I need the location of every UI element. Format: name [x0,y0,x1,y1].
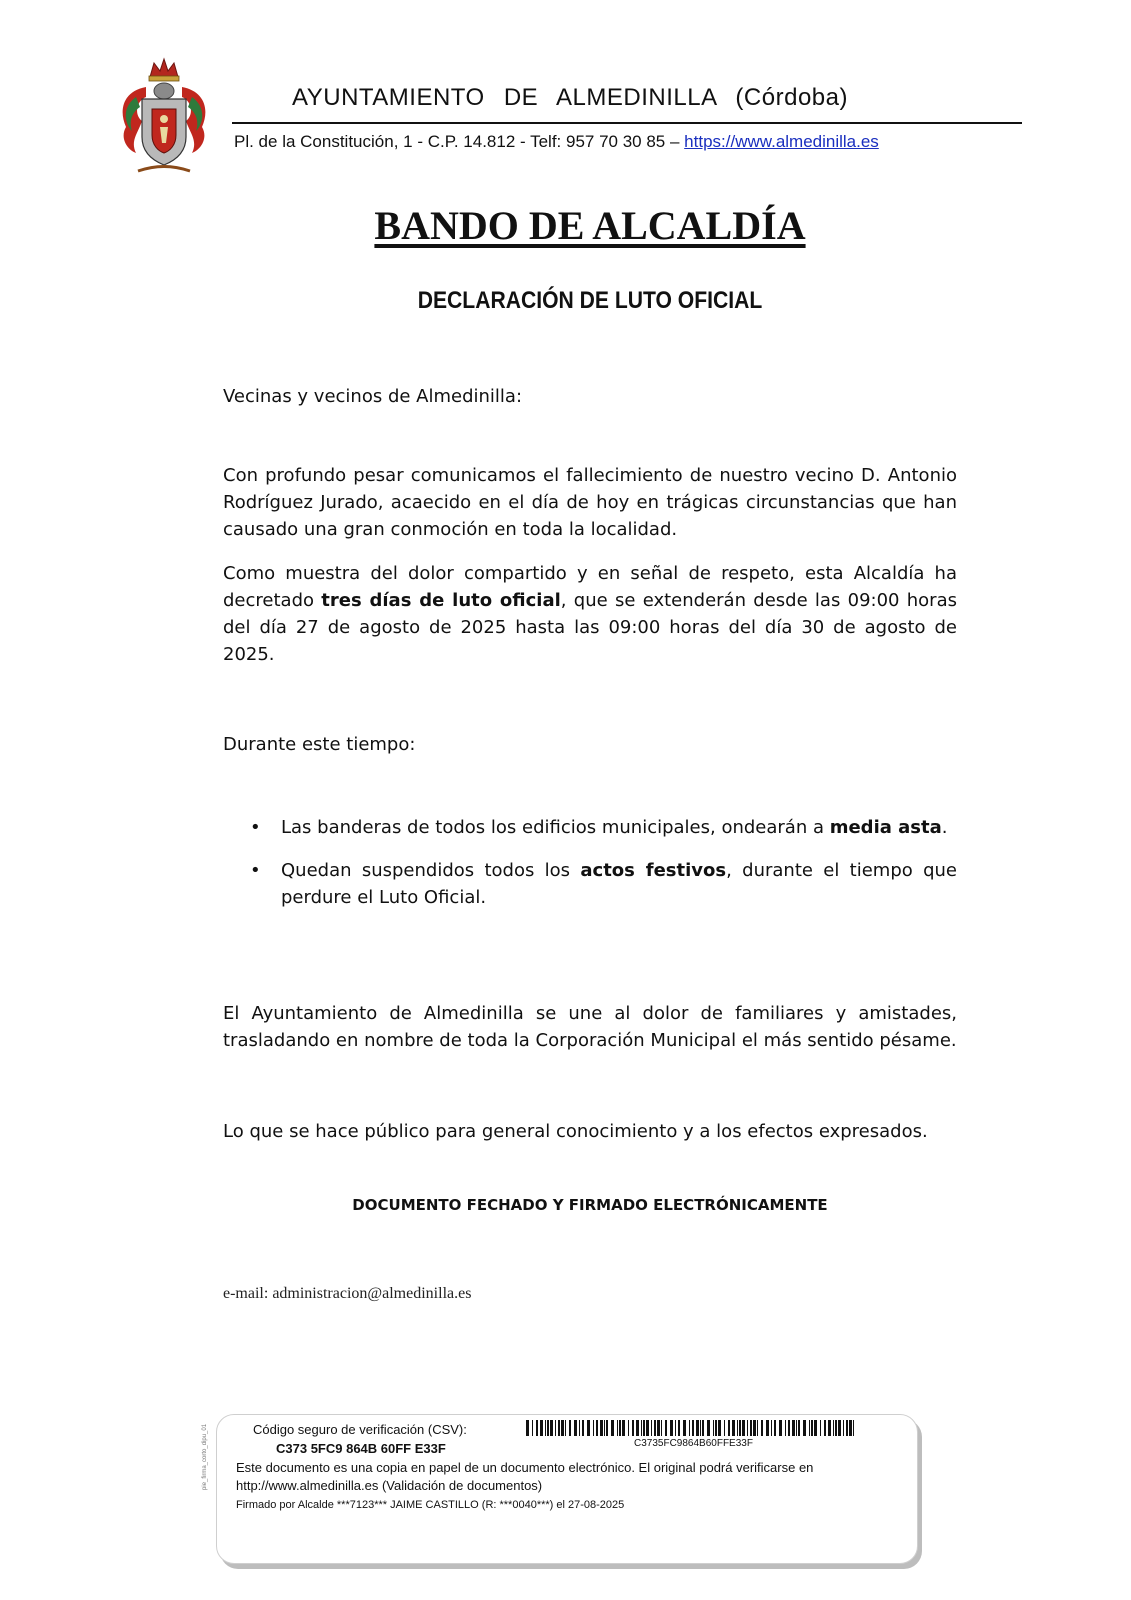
list-item [250,857,958,911]
address-text: Pl. de la Constitución, 1 - C.P. 14.812 - Telf: 957 70 30 85 – [234,132,685,151]
bullet-glyph: • [250,860,261,881]
document-subtitle: DECLARACIÓN DE LUTO OFICIAL [417,287,763,314]
document-title: BANDO DE ALCALDÍA [374,203,806,248]
copy-notice-line: Este documento es una copia en papel de un documento electrónico. El original podrá verificarse en [236,1460,814,1475]
measure-text-after: , durante el tiempo que perdure el Luto Oficial. [281,860,958,908]
measure-text-before: Quedan suspendidos todos los [281,860,581,881]
list-item [250,814,957,841]
footer-template-id: pie_firma_corto_dipu_01 [202,1423,208,1490]
municipality-name: AYUNTAMIENTO DE ALMEDINILLA (Córdoba) [292,84,848,111]
measures-list [223,814,957,927]
paragraph-closing: Lo que se hace público para general conocimiento y a los efectos expresados. [223,1121,928,1142]
during-heading: Durante este tiempo: [223,734,416,755]
decree-text-before: Como muestra del dolor compartido y en señal de respeto, esta Alcaldía ha decretado [223,563,957,611]
csv-code: C373 5FC9 864B 60FF E33F [276,1441,446,1456]
measure-text-before: Las banderas de todos los edificios municipales, ondearán a [281,817,830,838]
decree-text-bold: tres días de luto oficial [321,590,561,611]
signed-by: Firmado por Alcalde ***7123*** JAIME CASTILLO (R: ***0040***) el 27-08-2025 [236,1499,625,1511]
electronic-signature-note: DOCUMENTO FECHADO Y FIRMADO ELECTRÓNICAMENTE [352,1196,828,1214]
contact-email: e-mail: administracion@almedinilla.es [223,1285,472,1302]
paragraph-announcement: Con profundo pesar comunicamos el fallecimiento de nuestro vecino D. Antonio Rodríguez Jurado, acaecido en el día de hoy en trágicas circunstancias que han causado una gran conmoción en toda la localidad. [223,465,957,540]
measure-text-bold: media asta [829,817,942,838]
barcode-text: C3735FC9864B60FFE33F [634,1438,753,1449]
measure-text-bold: actos festivos [580,860,727,881]
header-divider [232,122,1022,124]
csv-label: Código seguro de verificación (CSV): [253,1422,467,1437]
barcode-icon [526,1420,856,1436]
copy-notice [236,1459,896,1495]
measure-text-after: . [941,817,948,838]
decree-text-after: , que se extenderán desde las 09:00 horas del día 27 de agosto de 2025 hasta las 09:00 horas del día 30 de agosto de 2025. [223,590,957,665]
greeting: Vecinas y vecinos de Almedinilla: [223,386,523,407]
paragraph-condolences: El Ayuntamiento de Almedinilla se une al dolor de familiares y amistades, trasladando en nombre de toda la Corporación Municipal el más sentido pésame. [223,1003,957,1051]
municipal-crest [116,57,212,182]
copy-notice-line: http://www.almedinilla.es (Validación de documentos) [236,1478,543,1493]
paragraph-decree [223,560,957,668]
header-address [234,132,879,152]
website-link[interactable]: https://www.almedinilla.es [684,132,879,151]
bullet-glyph: • [250,817,261,838]
